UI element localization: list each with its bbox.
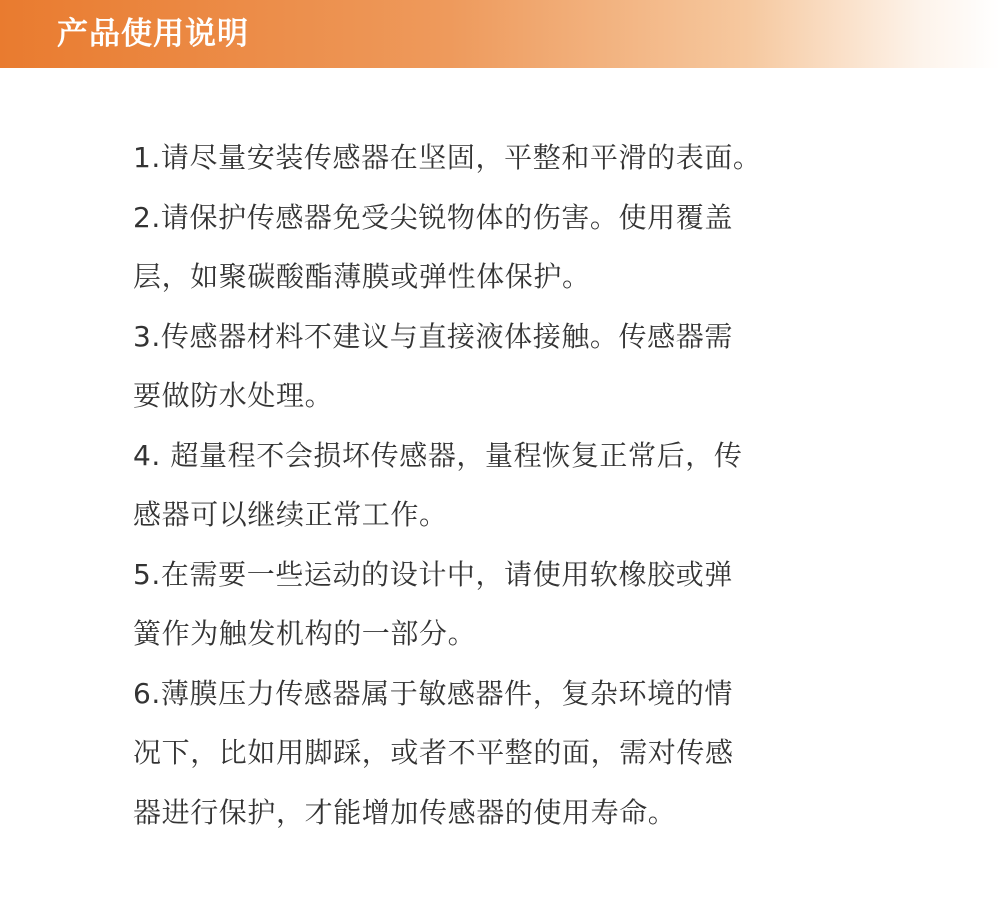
- instruction-item-6: [133, 674, 883, 853]
- instruction-item-1: [133, 138, 883, 198]
- instruction-line: 感器可以继续正常工作。: [133, 498, 448, 531]
- instruction-line: 6.薄膜压力传感器属于敏感器件，复杂环境的情: [133, 676, 733, 710]
- instruction-line: 3.传感器材料不建议与直接液体接触。传感器需: [133, 319, 733, 353]
- instruction-item-5: [133, 555, 883, 674]
- header-bar: [0, 0, 1000, 68]
- instruction-item-3: [133, 317, 883, 436]
- instruction-line: 要做防水处理。: [133, 379, 334, 412]
- page-title: 产品使用说明: [57, 16, 249, 52]
- instruction-line: 层，如聚碳酸酯薄膜或弹性体保护。: [133, 260, 591, 293]
- instruction-line: 簧作为触发机构的一部分。: [133, 617, 477, 650]
- instruction-line: 2.请保护传感器免受尖锐物体的伤害。使用覆盖: [133, 200, 733, 234]
- instruction-line: 4. 超量程不会损坏传感器，量程恢复正常后，传: [133, 438, 743, 472]
- instruction-item-4: [133, 436, 883, 555]
- instruction-list: [133, 138, 883, 852]
- instruction-line: 5.在需要一些运动的设计中，请使用软橡胶或弹: [133, 557, 733, 591]
- instruction-line: 器进行保护，才能增加传感器的使用寿命。: [133, 795, 677, 829]
- instruction-item-2: [133, 198, 883, 317]
- instruction-line: 况下，比如用脚踩，或者不平整的面，需对传感: [133, 736, 734, 769]
- instruction-line: 1.请尽量安装传感器在坚固，平整和平滑的表面。: [133, 141, 762, 174]
